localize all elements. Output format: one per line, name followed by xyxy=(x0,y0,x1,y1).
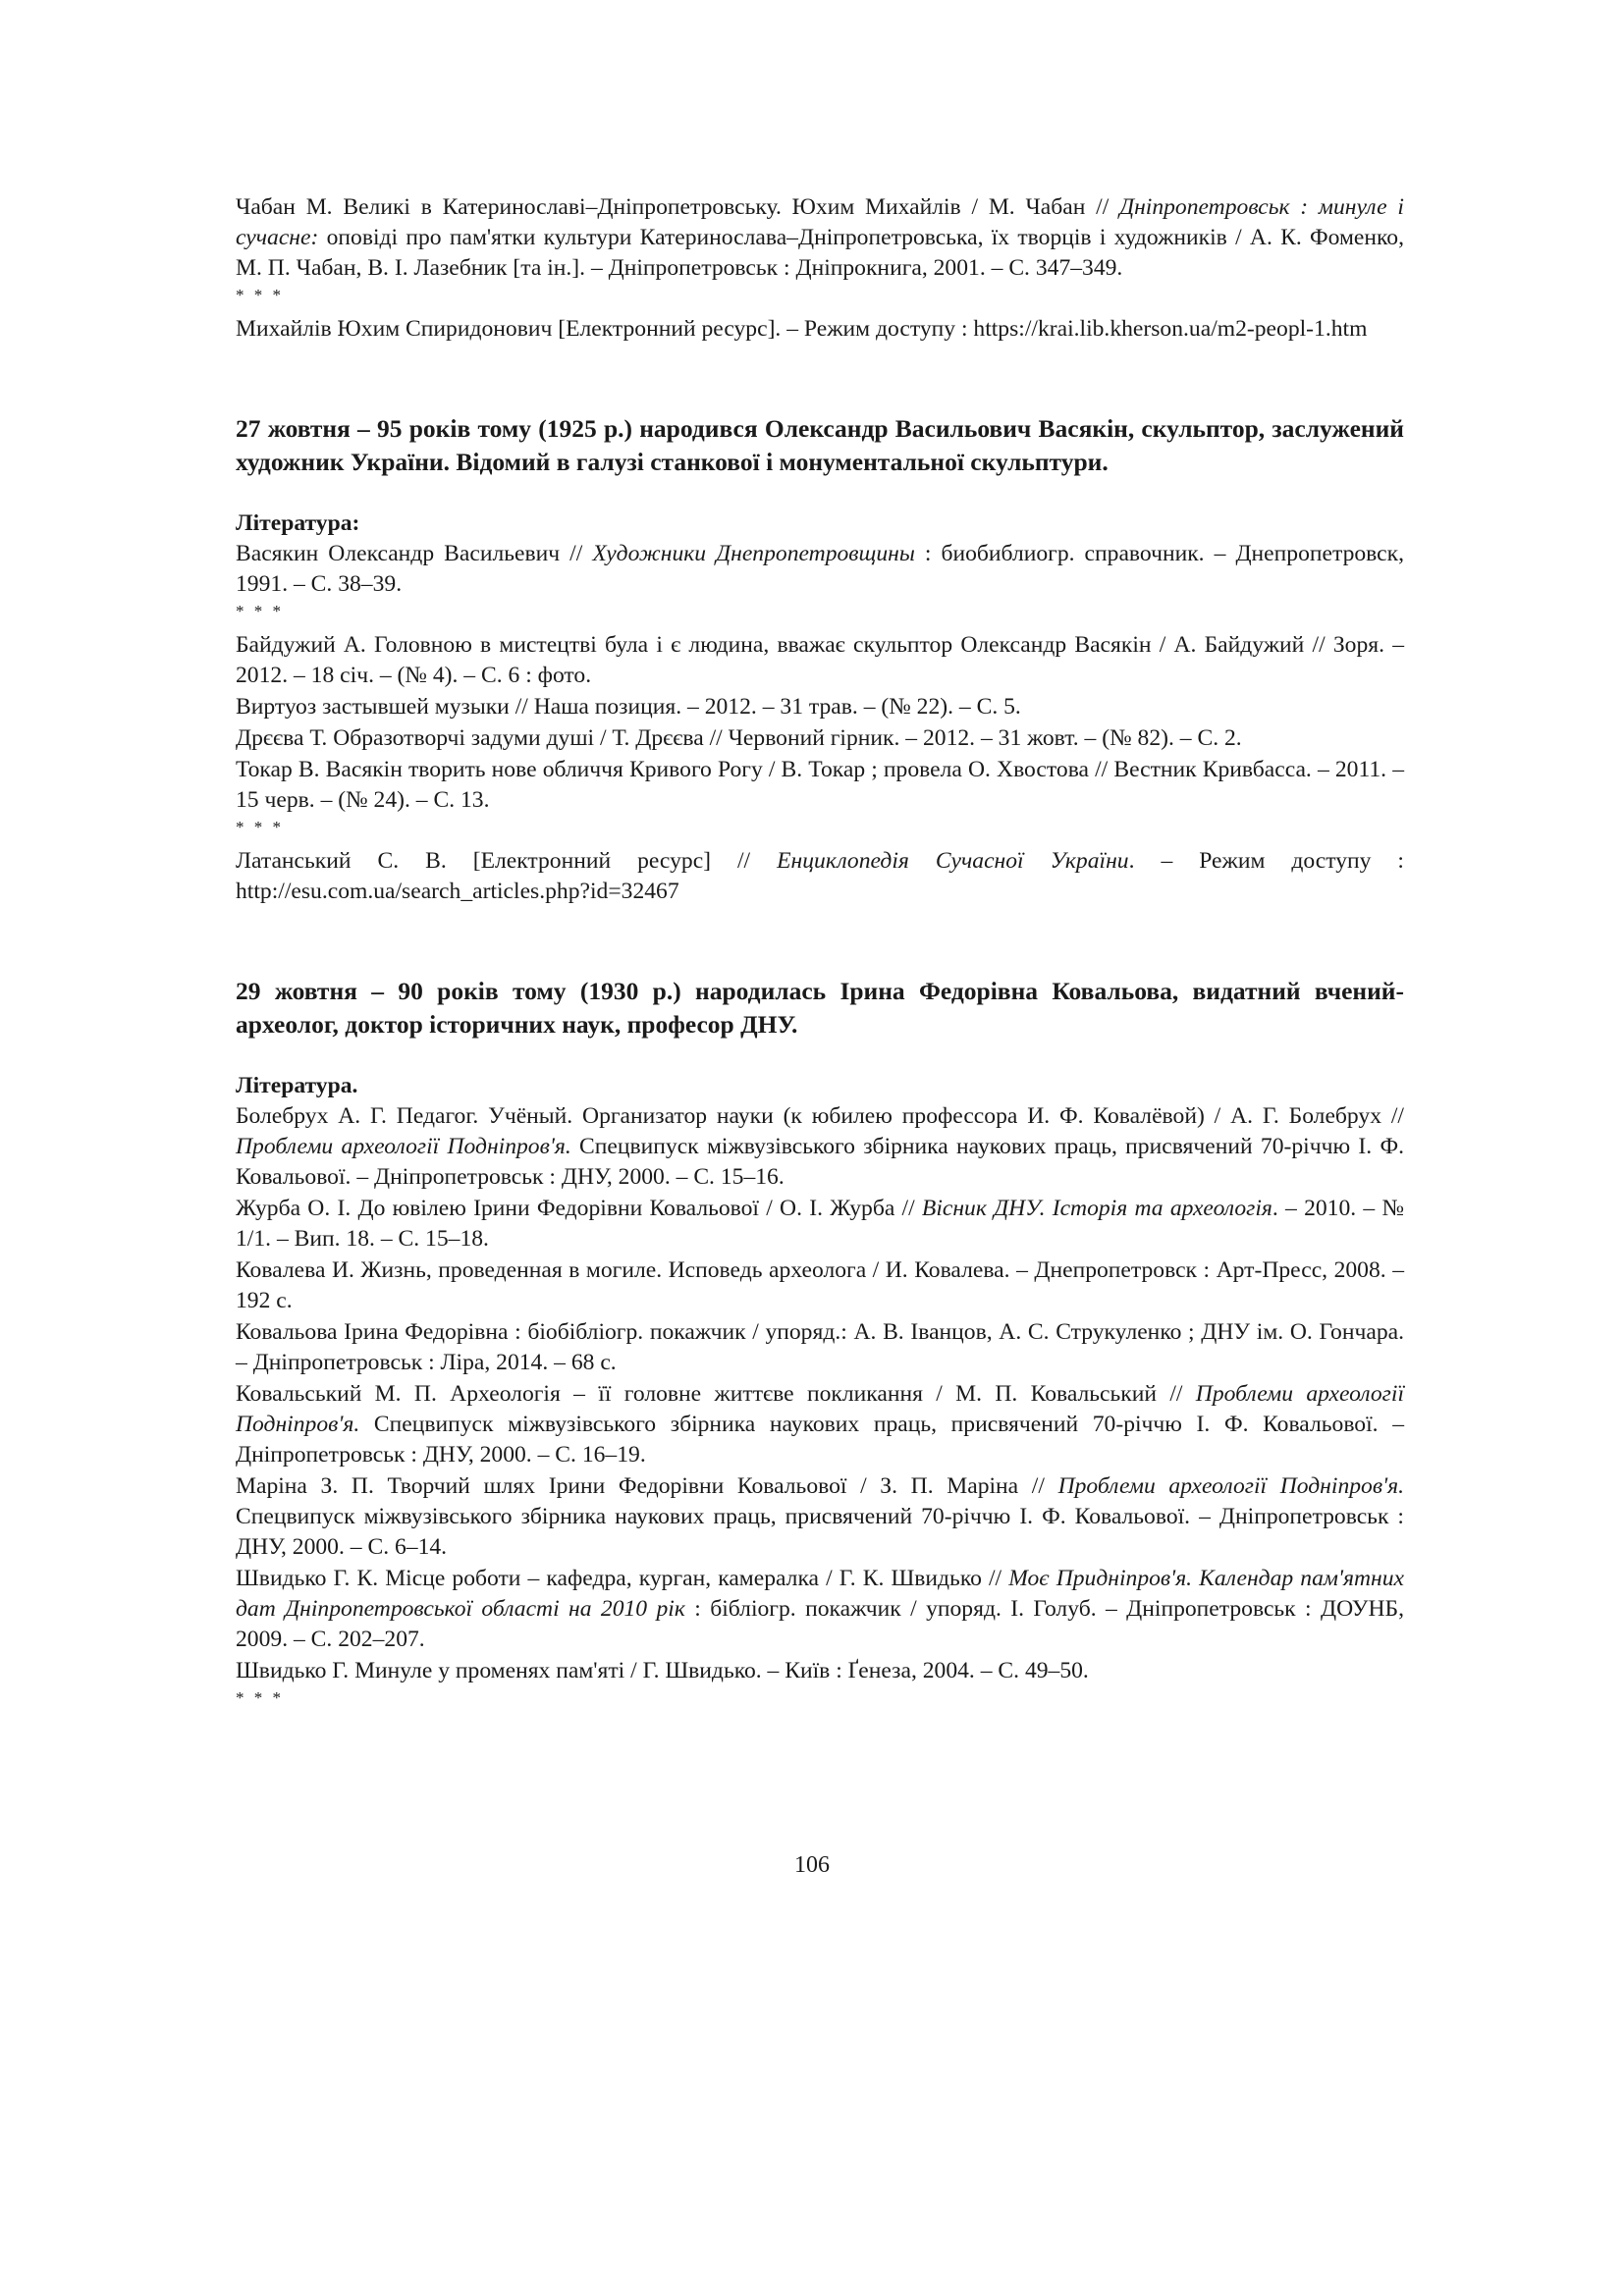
bib-entry: Михайлів Юхим Спиридонович [Електронний ресурс]. – Режим доступу : https://krai.lib.kherson.ua/m2-peopl-1.htm xyxy=(236,316,1368,342)
document-page xyxy=(236,192,1404,1717)
block-mykhailiv xyxy=(236,192,1404,345)
separator-stars: * * * xyxy=(236,286,284,304)
literature-label: Література. xyxy=(236,1073,358,1098)
page-number: 106 xyxy=(794,1852,830,1878)
bib-entry: Латанський С. В. [Електронний ресурс] // Енциклопедія Сучасної України. – Режим доступу : http://esu.com.ua/search_articles.php?id=32467 xyxy=(236,848,1404,904)
bib-entry: Токар В. Васякін творить нове обличчя Кривого Рогу / В. Токар ; провела О. Хвостова // Вестник Кривбасса. – 2011. – 15 черв. – (№ 24). – С. 13. xyxy=(236,757,1404,813)
bib-entry: Ковальова Ірина Федорівна : біобібліогр. покажчик / упоряд.: А. В. Іванцов, А. С. Струкуленко ; ДНУ ім. О. Гончара. – Дніпропетровськ : Ліра, 2014. – 68 с. xyxy=(236,1319,1404,1375)
section-heading: 27 жовтня – 95 років тому (1925 р.) народився Олександр Васильович Васякін, скульптор, заслужений художник України. Відомий в галузі станкової і монументальної скульптури. xyxy=(236,414,1404,476)
bib-entry: Дрєєва Т. Образотворчі задуми душі / Т. Дрєєва // Червоний гірник. – 2012. – 31 жовт. – (№ 82). – С. 2. xyxy=(236,725,1242,751)
bib-entry: Ковальський М. П. Археологія – її головне життєве покликання / М. П. Ковальський // Проблеми археології Подніпров'я. Спецвипуск міжвузівського збірника наукових праць, присвячений 70-річчю І. Ф. Ковальової. – Дніпропетровськ : ДНУ, 2000. – С. 16–19. xyxy=(236,1381,1404,1468)
bib-entry: Виртуоз застывшей музыки // Наша позиция. – 2012. – 31 трав. – (№ 22). – С. 5. xyxy=(236,694,1021,720)
bib-entry: Швидько Г. Минуле у променях пам'яті / Г. Швидько. – Київ : Ґенеза, 2004. – С. 49–50. xyxy=(236,1658,1089,1683)
separator-stars: * * * xyxy=(236,1688,284,1707)
bib-entry: Байдужий А. Головною в мистецтві була і є людина, вважає скульптор Олександр Васякін / А. Байдужий // Зоря. – 2012. – 18 січ. – (№ 4). – С. 6 : фото. xyxy=(236,632,1404,688)
bib-entry: Маріна З. П. Творчий шлях Ірини Федорівни Ковальової / З. П. Маріна // Проблеми археології Подніпров'я. Спецвипуск міжвузівського збірника наукових праць, присвячений 70-річчю І. Ф. Ковальової. – Дніпропетровськ : ДНУ, 2000. – С. 6–14. xyxy=(236,1473,1404,1560)
bib-entry: Ковалева И. Жизнь, проведенная в могиле. Исповедь археолога / И. Ковалева. – Днепропетровск : Арт-Пресс, 2008. – 192 с. xyxy=(236,1257,1404,1313)
bib-entry: Швидько Г. К. Місце роботи – кафедра, курган, камералка / Г. К. Швидько // Моє Придніпров'я. Календар пам'ятних дат Дніпропетровської області на 2010 рік : бібліогр. покажчик / упоряд. І. Голуб. – Дніпропетровськ : ДОУНБ, 2009. – С. 202–207. xyxy=(236,1566,1404,1652)
section-heading: 29 жовтня – 90 років тому (1930 р.) народилась Ірина Федорівна Ковальова, видатний вчений-археолог, доктор історичних наук, професор ДНУ. xyxy=(236,977,1404,1039)
bib-entry: Чабан М. Великі в Катеринославі–Дніпропетровську. Юхим Михайлів / М. Чабан // Дніпропетровськ : минуле і сучасне: оповіді про пам'ятки культури Катеринослава–Дніпропетровська, їх творців і художників / А. К. Фоменко, М. П. Чабан, В. І. Лазебник [та ін.]. – Дніпропетровськ : Дніпрокнига, 2001. – С. 347–349. xyxy=(236,194,1404,281)
block-kovalova xyxy=(236,975,1404,1709)
block-vasiakin xyxy=(236,412,1404,907)
bib-entry: Журба О. І. До ювілею Ірини Федорівни Ковальової / О. І. Журба // Вісник ДНУ. Історія та археологія. – 2010. – № 1/1. – Вип. 18. – С. 15–18. xyxy=(236,1196,1404,1252)
literature-label: Література: xyxy=(236,510,360,536)
separator-stars: * * * xyxy=(236,818,284,836)
bib-entry: Васякин Олександр Васильевич // Художники Днепропетровщины : биобиблиогр. справочник. – Днепропетровск, 1991. – С. 38–39. xyxy=(236,541,1404,597)
bib-entry: Болебрух А. Г. Педагог. Учёный. Организатор науки (к юбилею профессора И. Ф. Ковалёвой) / А. Г. Болебрух // Проблеми археології Подніпров'я. Спецвипуск міжвузівського збірника наукових праць, присвячений 70-річчю І. Ф. Ковальової. – Дніпропетровськ : ДНУ, 2000. – С. 15–16. xyxy=(236,1103,1404,1190)
separator-stars: * * * xyxy=(236,602,284,620)
